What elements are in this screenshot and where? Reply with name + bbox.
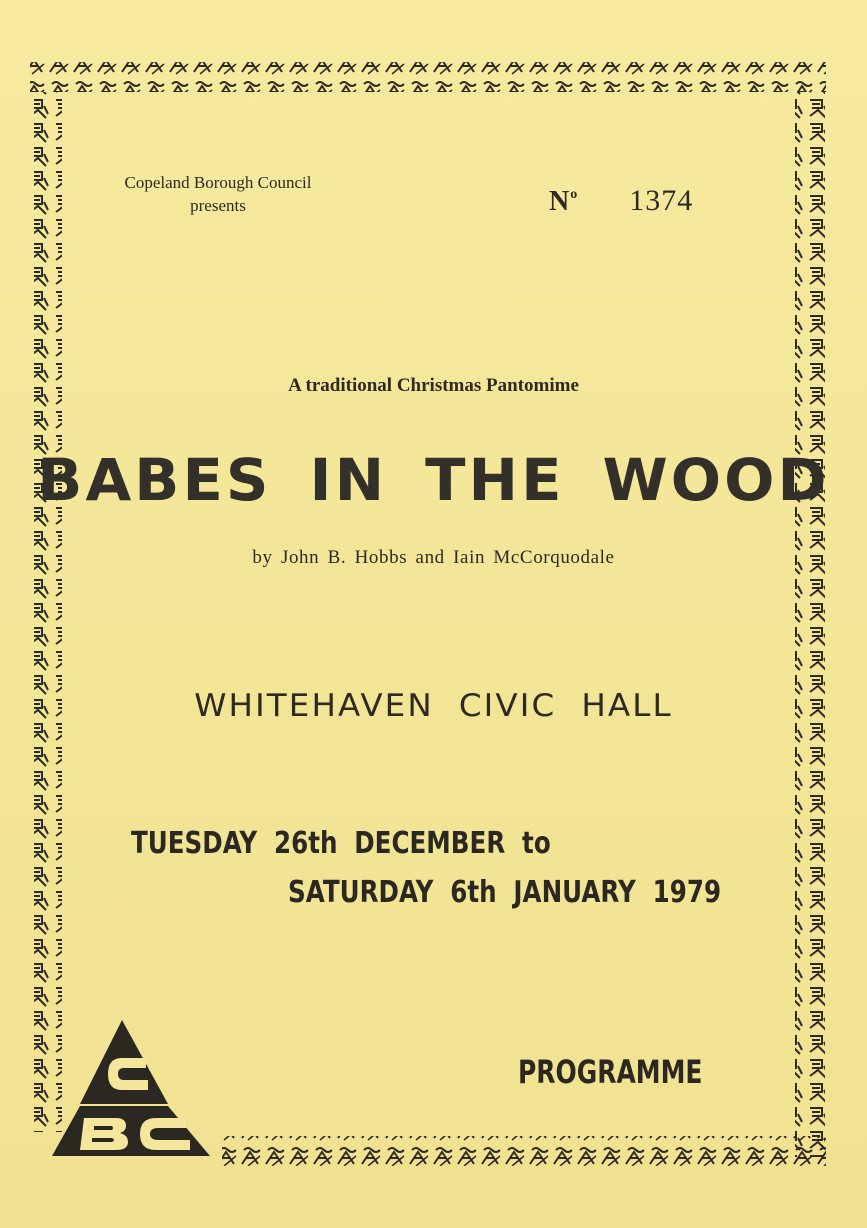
border-left bbox=[34, 92, 62, 1132]
show-subtitle: A traditional Christmas Pantomime bbox=[288, 375, 579, 396]
border-bottom bbox=[222, 1136, 826, 1166]
date-line-start: TUESDAY 26th DECEMBER to bbox=[131, 826, 551, 861]
show-authors: by John B. Hobbs and Iain McCorquodale bbox=[252, 547, 615, 568]
border-top bbox=[30, 62, 826, 92]
number-value: 1374 bbox=[629, 184, 694, 217]
show-venue: WHITEHAVEN CIVIC HALL bbox=[194, 688, 673, 724]
number-sign: $N^o$ bbox=[549, 186, 578, 217]
date-line-end: SATURDAY 6th JANUARY 1979 bbox=[288, 875, 722, 910]
ticket-number bbox=[549, 184, 693, 218]
show-title: BABES IN THE WOOD bbox=[37, 446, 830, 514]
presenter-block bbox=[100, 171, 336, 217]
presents-label: presents bbox=[190, 196, 246, 215]
programme-label: PROGRAMME bbox=[518, 1053, 703, 1091]
cbc-logo bbox=[50, 1018, 212, 1158]
border-right bbox=[795, 92, 825, 1157]
presenter-name: Copeland Borough Council bbox=[124, 173, 312, 192]
